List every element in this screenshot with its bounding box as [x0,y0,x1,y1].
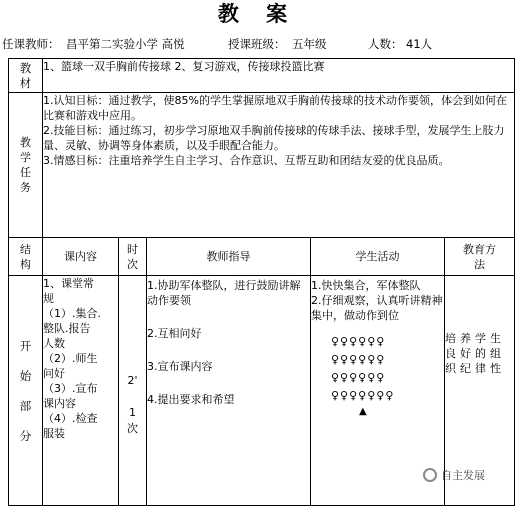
col-structure: 结 构 [9,238,43,276]
col-education: 教育方 法 [445,238,515,276]
guide-cell [147,276,311,506]
watermark-text: 自主发展 [441,469,485,482]
section-label: 开 始 部 分 [9,276,43,506]
material-label: 教 材 [9,59,43,93]
education-text: 培养学生良好的组织纪律性 [445,332,505,375]
col-content: 课内容 [43,238,119,276]
formation-row: ♀♀♀♀♀♀ [331,335,386,348]
col-student: 学生活动 [311,238,445,276]
goal-emotional: 3.情感目标：注重培养学生自主学习、合作意识、互帮互助和团结友爱的优良品质。 [43,154,450,167]
goal-skill: 2.技能目标：通过练习，初步学习原地双手胸前传接球的传球手法、接球手型，发展学生上肢力量、灵敏、协调等身体素质，以及手眼配合能力。 [43,124,505,152]
time-cell [119,276,147,506]
formation-row: ♀♀♀♀♀♀ [331,353,386,366]
guide-item: 2.互相问好 [147,327,202,340]
chat-logo-icon [423,468,437,482]
lesson-content: 1、篮球一双手胸前传接球 2、复习游戏，传接球投篮比赛 [43,59,515,93]
content-line: （3）.宣布 [43,382,98,395]
class-label: 授课班级： [228,37,286,51]
guide-item: 1.协助军体整队，进行鼓励讲解动作要领 [147,279,301,307]
content-line: 人数 [43,337,65,350]
content-line: （1）.集合. [43,307,101,320]
count-value: 1 [129,406,136,419]
page-title: 教 案 [217,1,298,26]
class-value: 五年级 [292,37,327,51]
col-guide: 教师指导 [147,238,311,276]
task-label: 教 学 任 务 [9,93,43,238]
formation-row: ♀♀♀♀♀♀ [331,371,386,384]
student-item: 2.仔细观察，认真听讲精神集中，做动作到位 [311,294,443,322]
lesson-plan-table [8,58,515,506]
content-cell [43,276,119,506]
teaching-goals [43,93,515,238]
count-value: 41人 [406,37,433,51]
content-line: （2）.师生 [43,352,98,365]
col-time: 时 次 [119,238,147,276]
teacher-label: 任课教师： [2,37,60,51]
goal-cognitive: 1.认知目标：通过教学，使85%的学生掌握原地双手胸前传接球的技术动作要领，体会到如何在比赛和游戏中应用。 [43,94,507,122]
watermark-logo [423,464,485,486]
content-line: 1、课堂常 [43,277,94,290]
formation-row: ♀♀♀♀♀♀♀ [331,389,395,402]
guide-item: 4.提出要求和希望 [147,393,235,406]
content-line: 课内容 [43,397,76,410]
count-unit: 次 [127,422,138,435]
time-value: 2' [127,374,138,387]
guide-item: 3.宣布课内容 [147,360,213,373]
content-line: 整队.报告 [43,322,91,335]
teacher-value: 昌平第二实验小学 高悦 [66,37,185,51]
student-item: 1.快快集合，军体整队 [311,279,421,292]
count-label: 人数： [368,37,403,51]
content-line: （4）.检查 [43,412,98,425]
content-line: 规 [43,292,54,305]
teacher-position-icon: ▲ [359,406,367,417]
content-line: 服装 [43,427,65,440]
content-line: 问好 [43,367,65,380]
